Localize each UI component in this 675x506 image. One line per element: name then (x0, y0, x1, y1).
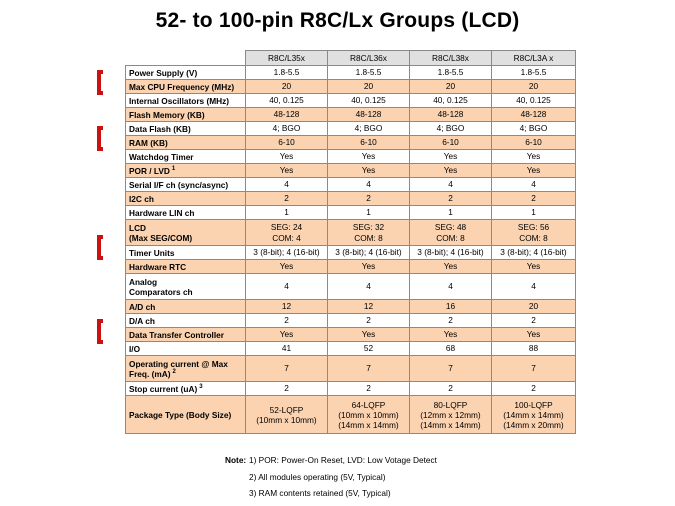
row-label (126, 220, 246, 246)
row-label-text: Operating current @ Max Freq. (mA) (129, 358, 228, 379)
cell-value: 1.8-5.5 (410, 66, 492, 80)
row-label (126, 108, 246, 122)
table-row (126, 356, 576, 382)
row-label (126, 382, 246, 396)
cell-value: 4; BGO (410, 122, 492, 136)
table-row (126, 164, 576, 178)
header-corner (126, 51, 246, 66)
table-row (126, 382, 576, 396)
row-label (126, 136, 246, 150)
cell-value: 2 (246, 192, 328, 206)
cell-value: Yes (328, 164, 410, 178)
table-row (126, 246, 576, 260)
cell-value: 20 (328, 80, 410, 94)
cell-value: 52 (328, 342, 410, 356)
cell-value: 41 (246, 342, 328, 356)
row-label (126, 342, 246, 356)
cell-value: Yes (410, 328, 492, 342)
column-header: R8C/L36x (328, 51, 410, 66)
table-row (126, 122, 576, 136)
row-label-text: Internal Oscillators (MHz) (129, 95, 230, 106)
cell-value: 4 (410, 274, 492, 300)
footnote-text: 2) All modules operating (5V, Typical) (249, 471, 386, 482)
cell-value: 2 (246, 382, 328, 396)
cell-value: 6-10 (328, 136, 410, 150)
cell-value: 2 (492, 382, 576, 396)
table-row (126, 136, 576, 150)
cell-value: 88 (492, 342, 576, 356)
cell-value: 4; BGO (492, 122, 576, 136)
row-label-text: Analog Comparators ch (129, 276, 193, 297)
row-label-text: Timer Units (129, 247, 175, 258)
cell-value: 64-LQFP (10mm x 10mm) (14mm x 14mm) (328, 396, 410, 434)
row-label-text: RAM (KB) (129, 137, 168, 148)
cell-value: Yes (328, 150, 410, 164)
cell-value: 48-128 (246, 108, 328, 122)
cell-value: 20 (492, 80, 576, 94)
cell-value: 20 (410, 80, 492, 94)
cell-value: 2 (328, 382, 410, 396)
cell-value: 4 (328, 178, 410, 192)
footnote-text: 1) POR: Power-On Reset, LVD: Low Votage Detect (249, 455, 437, 465)
table-row (126, 150, 576, 164)
cell-value: 2 (410, 192, 492, 206)
cell-value: 1 (492, 206, 576, 220)
table-row (126, 192, 576, 206)
cell-value: 3 (8-bit); 4 (16-bit) (328, 246, 410, 260)
cell-value: Yes (246, 164, 328, 178)
spec-comparison-table (125, 50, 576, 434)
row-label (126, 300, 246, 314)
highlight-bracket-lcd (97, 235, 103, 260)
cell-value: 2 (410, 382, 492, 396)
row-label-text: Serial I/F ch (sync/async) (129, 179, 229, 190)
cell-value: 20 (246, 80, 328, 94)
cell-value: 4; BGO (328, 122, 410, 136)
table-row (126, 328, 576, 342)
table-row (126, 260, 576, 274)
footnote-text: 3) RAM contents retained (5V, Typical) (249, 488, 391, 498)
cell-value: 7 (410, 356, 492, 382)
footnotes (225, 452, 437, 502)
cell-value: Yes (492, 164, 576, 178)
table-row (126, 342, 576, 356)
highlight-bracket-analog (97, 319, 103, 344)
note-label: Note: (225, 455, 247, 465)
cell-value: 4 (492, 274, 576, 300)
cell-value: 4 (492, 178, 576, 192)
row-label (126, 274, 246, 300)
cell-value: Yes (410, 150, 492, 164)
cell-value: 1 (328, 206, 410, 220)
row-label (126, 150, 246, 164)
cell-value: 12 (246, 300, 328, 314)
highlight-bracket-memory (97, 126, 103, 151)
cell-value: 6-10 (410, 136, 492, 150)
cell-value: Yes (246, 328, 328, 342)
cell-value: SEG: 48 COM: 8 (410, 220, 492, 246)
cell-value: 2 (410, 314, 492, 328)
row-label (126, 94, 246, 108)
cell-value: 48-128 (492, 108, 576, 122)
footnote-marker: 1 (171, 165, 176, 172)
cell-value: Yes (328, 260, 410, 274)
row-label (126, 122, 246, 136)
cell-value: 3 (8-bit); 4 (16-bit) (492, 246, 576, 260)
cell-value: 6-10 (492, 136, 576, 150)
row-label (126, 356, 246, 382)
cell-value: 2 (328, 314, 410, 328)
table-row (126, 220, 576, 246)
cell-value: 4 (410, 178, 492, 192)
row-label (126, 396, 246, 434)
row-label-text: Data Transfer Controller (129, 329, 224, 340)
row-label-text: I/O (129, 343, 141, 354)
row-label (126, 328, 246, 342)
cell-value: SEG: 32 COM: 8 (328, 220, 410, 246)
footnote-row (225, 485, 437, 502)
table-row (126, 396, 576, 434)
cell-value: Yes (410, 260, 492, 274)
cell-value: 1 (246, 206, 328, 220)
cell-value: 40, 0.125 (492, 94, 576, 108)
row-label (126, 178, 246, 192)
cell-value: 2 (328, 192, 410, 206)
cell-value: Yes (410, 164, 492, 178)
table-row (126, 94, 576, 108)
row-label-text: I2C ch (129, 193, 154, 204)
cell-value: Yes (492, 260, 576, 274)
column-header: R8C/L35x (246, 51, 328, 66)
row-label-text: LCD (Max SEG/COM) (129, 222, 193, 243)
row-label-text: Watchdog Timer (129, 151, 194, 162)
column-header: R8C/L38x (410, 51, 492, 66)
footnote-marker: 3 (199, 383, 203, 390)
cell-value: 40, 0.125 (328, 94, 410, 108)
row-label-text: Hardware LIN ch (129, 207, 195, 218)
row-label (126, 246, 246, 260)
column-header: R8C/L3A x (492, 51, 576, 66)
row-label-text: Hardware RTC (129, 261, 187, 272)
footnote-marker: 2 (172, 368, 176, 375)
cell-value: 1.8-5.5 (246, 66, 328, 80)
table-row (126, 314, 576, 328)
cell-value: Yes (246, 150, 328, 164)
cell-value: 4 (246, 178, 328, 192)
row-label (126, 192, 246, 206)
cell-value: 7 (492, 356, 576, 382)
row-label-text: D/A ch (129, 315, 155, 326)
cell-value: 16 (410, 300, 492, 314)
cell-value: 12 (328, 300, 410, 314)
cell-value: 1 (410, 206, 492, 220)
cell-value: 4 (328, 274, 410, 300)
cell-value: 3 (8-bit); 4 (16-bit) (246, 246, 328, 260)
cell-value: 1.8-5.5 (328, 66, 410, 80)
cell-value: 4 (246, 274, 328, 300)
cell-value: 6-10 (246, 136, 328, 150)
cell-value: SEG: 24 COM: 4 (246, 220, 328, 246)
row-label (126, 66, 246, 80)
footnote-row (225, 452, 437, 469)
table-row (126, 178, 576, 192)
row-label-text: Power Supply (V) (129, 67, 198, 78)
cell-value: 68 (410, 342, 492, 356)
table-row (126, 300, 576, 314)
row-label (126, 314, 246, 328)
row-label-text: A/D ch (129, 301, 156, 312)
cell-value: 4; BGO (246, 122, 328, 136)
cell-value: 52-LQFP (10mm x 10mm) (246, 396, 328, 434)
row-label (126, 206, 246, 220)
cell-value: Yes (492, 328, 576, 342)
cell-value: 2 (246, 314, 328, 328)
row-label-text: Package Type (Body Size) (129, 409, 232, 420)
cell-value: 2 (492, 192, 576, 206)
highlight-bracket-power (97, 70, 103, 95)
cell-value: 48-128 (410, 108, 492, 122)
row-label-text: Flash Memory (KB) (129, 109, 205, 120)
table-row (126, 108, 576, 122)
cell-value: 48-128 (328, 108, 410, 122)
cell-value: 100-LQFP (14mm x 14mm) (14mm x 20mm) (492, 396, 576, 434)
cell-value: 7 (328, 356, 410, 382)
cell-value: 3 (8-bit); 4 (16-bit) (410, 246, 492, 260)
table-row (126, 274, 576, 300)
table-row (126, 80, 576, 94)
cell-value: 7 (246, 356, 328, 382)
cell-value: SEG: 56 COM: 8 (492, 220, 576, 246)
slide-title: 52- to 100-pin R8C/Lx Groups (LCD) (155, 9, 520, 32)
header-row (126, 51, 576, 66)
cell-value: 20 (492, 300, 576, 314)
row-label (126, 80, 246, 94)
row-label (126, 260, 246, 274)
cell-value: Yes (246, 260, 328, 274)
cell-value: 40, 0.125 (410, 94, 492, 108)
row-label-text: POR / LVD (129, 165, 170, 176)
footnote-row (225, 469, 437, 486)
table-row (126, 66, 576, 80)
cell-value: 80-LQFP (12mm x 12mm) (14mm x 14mm) (410, 396, 492, 434)
table-row (126, 206, 576, 220)
cell-value: Yes (492, 150, 576, 164)
cell-value: 40, 0.125 (246, 94, 328, 108)
row-label-text: Data Flash (KB) (129, 123, 191, 134)
cell-value: 2 (492, 314, 576, 328)
row-label (126, 164, 246, 178)
cell-value: 1.8-5.5 (492, 66, 576, 80)
cell-value: Yes (328, 328, 410, 342)
row-label-text: Stop current (uA) (129, 383, 198, 394)
row-label-text: Max CPU Frequency (MHz) (129, 81, 235, 92)
